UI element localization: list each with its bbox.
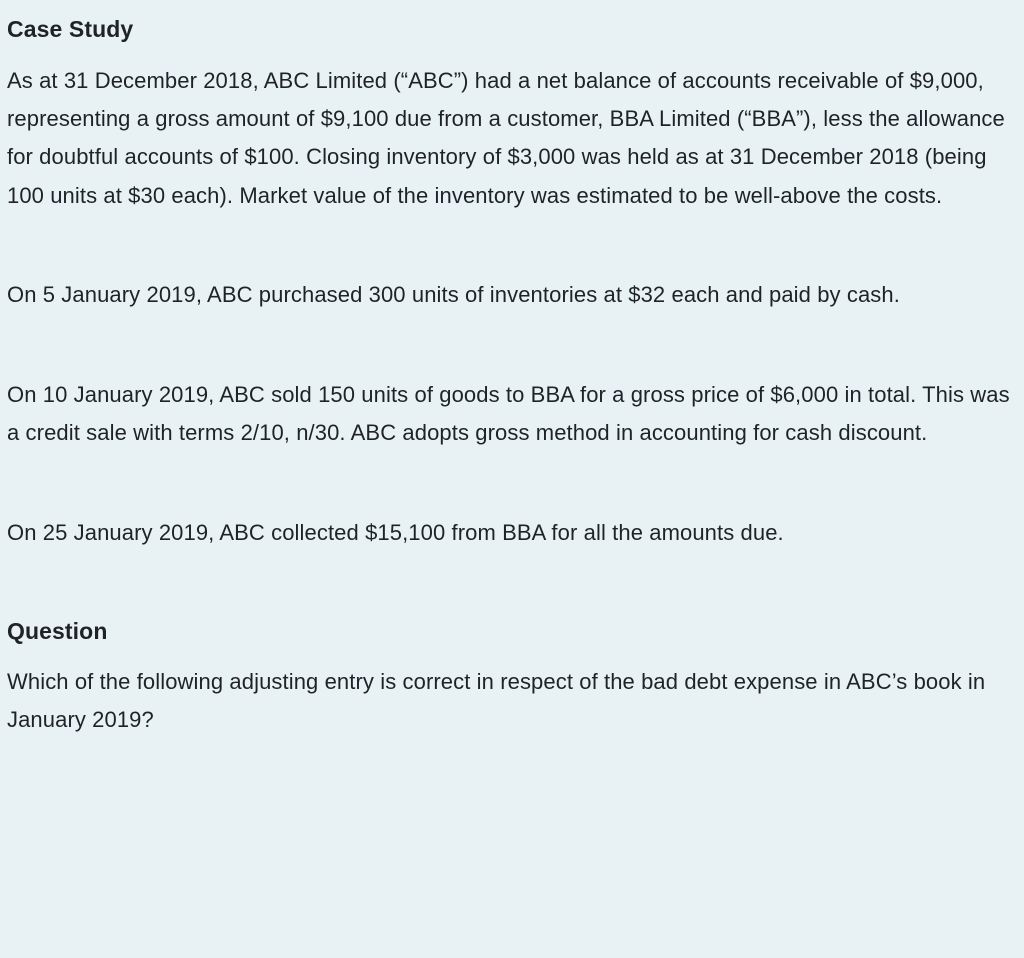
question-text: Which of the following adjusting entry is correct in respect of the bad debt expense in ABC’s book in January 2019? — [7, 668, 986, 732]
question-heading: Question — [7, 617, 108, 644]
case-study-paragraph-2: On 5 January 2019, ABC purchased 300 units of inventories at $32 each and paid by cash. — [7, 281, 900, 307]
case-study-paragraph-3: On 10 January 2019, ABC sold 150 units of goods to BBA for a gross price of $6,000 in total. This was a credit sale with terms 2/10, n/30. ABC adopts gross method in accounting for cash discount. — [7, 382, 1010, 446]
case-study-paragraph-1: As at 31 December 2018, ABC Limited (“ABC”) had a net balance of accounts receivable of $9,000, representing a gross amount of $9,100 due from a customer, BBA Limited (“BBA”), less the allowance for doubtful accounts of $100. Closing inventory of $3,000 was held as at 31 December 2018 (being 100 units at $30 each). Market value of the inventory was estimated to be well-above the costs. — [7, 68, 1005, 208]
case-study-heading: Case Study — [7, 16, 134, 42]
case-study-paragraph-4: On 25 January 2019, ABC collected $15,100 from BBA for all the amounts due. — [7, 520, 784, 546]
